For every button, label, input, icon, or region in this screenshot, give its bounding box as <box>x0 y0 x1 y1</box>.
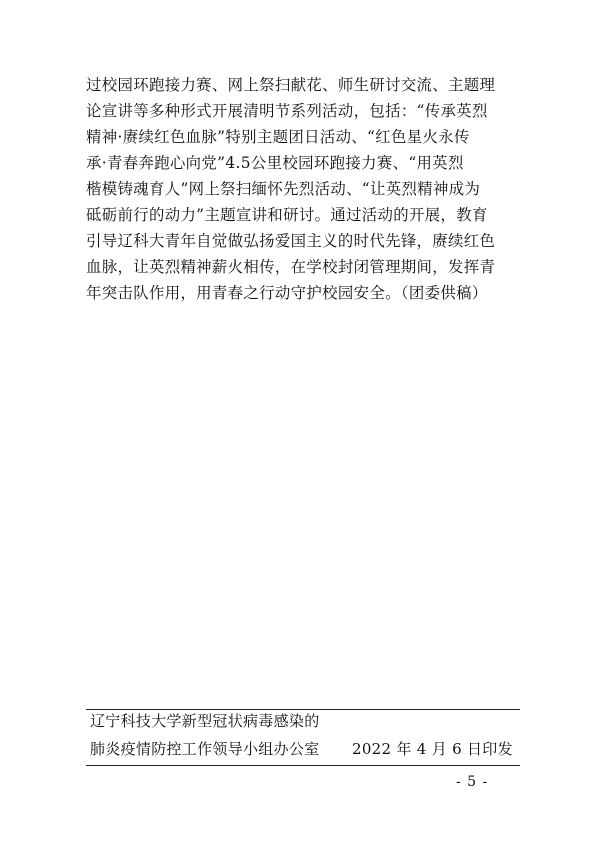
body-paragraph <box>86 72 526 306</box>
footer-bottom-rule <box>86 765 520 766</box>
body-line: 砥砺前行的动力”主题宣讲和研讨。通过活动的开展，教育 <box>86 206 488 224</box>
page-number: - 5 - <box>456 774 489 790</box>
issue-date: 2022 年 4 月 6 日印发 <box>352 740 513 758</box>
issuer-line-2: 肺炎疫情防控工作领导小组办公室 <box>90 740 320 758</box>
body-line: 血脉，让英烈精神薪火相传，在学校封闭管理期间，发挥青 <box>86 258 496 276</box>
body-line: 精神·赓续红色血脉”特别主题团日活动、“红色星火永传 <box>86 128 470 146</box>
issuer-line-1: 辽宁科技大学新型冠状病毒感染的 <box>90 712 320 730</box>
footer-issuer <box>90 707 320 763</box>
body-line: 楷模铸魂育人”网上祭扫缅怀先烈活动、“让英烈精神成为 <box>86 180 481 198</box>
body-line: 过校园环跑接力赛、网上祭扫献花、师生研讨交流、主题理 <box>86 76 496 94</box>
body-line: 引导辽科大青年自觉做弘扬爱国主义的时代先锋，赓续红色 <box>86 232 496 250</box>
body-line: 承·青春奔跑心向党”4.5公里校园环跑接力赛、“用英烈 <box>86 154 464 172</box>
body-line: 论宣讲等多种形式开展清明节系列活动，包括：“传承英烈 <box>86 102 488 120</box>
body-line: 年突击队作用，用青春之行动守护校园安全。（团委供稿） <box>86 284 488 302</box>
